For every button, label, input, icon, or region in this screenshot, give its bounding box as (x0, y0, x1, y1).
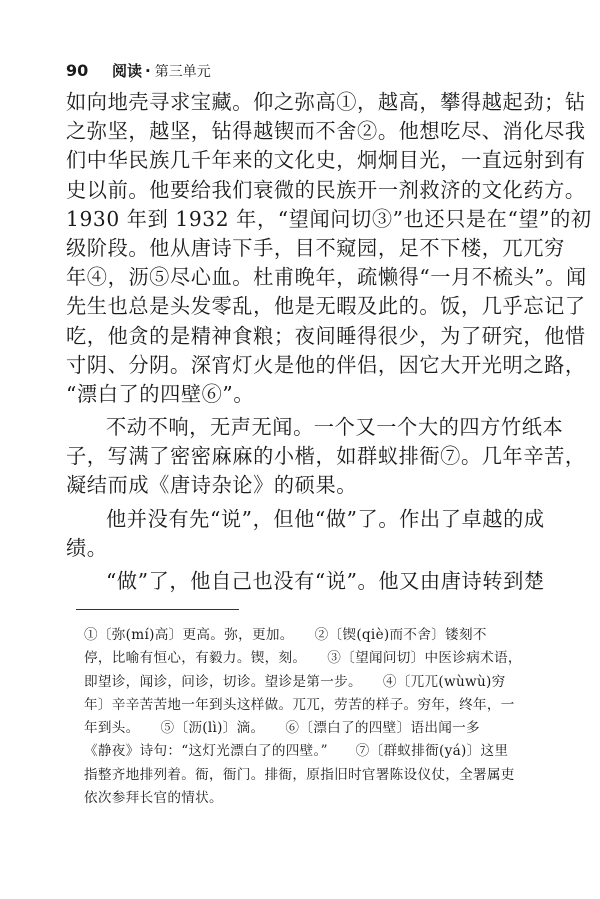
text-line: 级阶段。他从唐诗下手，目不窥园，足不下楼，兀兀穷 (66, 235, 565, 260)
header-separator: · (145, 62, 151, 80)
page-number: 90 (66, 61, 89, 80)
footnotes (84, 624, 544, 810)
unit-title: 第三单元 (154, 64, 211, 80)
text-line: 之弥坚，越坚，钻得越锲而不舍②。他想吃尽、消化尽我 (66, 119, 586, 144)
text-line: 子，写满了密密麻麻的小楷，如群蚁排衙⑦。几年辛苦， (66, 444, 586, 469)
main-text (66, 88, 592, 596)
text-line: 绩。 (66, 535, 108, 560)
footnote-line: 停，比喻有恒心，有毅力。锲，刻。 ③〔望闻问切〕中医诊病术语， (84, 650, 522, 667)
footnote-line: ①〔弥(mí)高〕更高。弥，更加。 ②〔锲(qiè)而不舍〕镂刻不 (84, 627, 487, 643)
running-header (66, 60, 211, 82)
paragraph-start-line: 他并没有先“说”，但他“做”了。作出了卓越的成 (106, 506, 545, 531)
footnote-line: 即望诊，闻诊，问诊，切诊。望诊是第一步。 ④〔兀兀(wùwù)穷 (84, 673, 506, 690)
footnote-divider (76, 609, 239, 610)
footnote-line: 《静夜》诗句：“这灯光漂白了的四壁。” ⑦〔群蚁排衙(yá)〕这里 (84, 743, 509, 760)
text-line: 1930 年到 1932 年，“望闻问切③”也还只是在“望”的初 (66, 206, 592, 231)
footnote-line: 年到头。 ⑤〔沥(lì)〕滴。 ⑥〔漂白了的四壁〕语出闻一多 (84, 720, 480, 737)
footnote-line: 依次参拜长官的情状。 (84, 790, 223, 807)
footnote-line: 指整齐地排列着。衙，衙门。排衙，原指旧时官署陈设仪仗，全署属吏 (84, 766, 515, 783)
text-line: “漂白了的四壁⑥”。 (66, 381, 255, 406)
paragraph-start-line: 不动不响，无声无闻。一个又一个大的四方竹纸本 (106, 415, 564, 440)
text-line: 寸阴、分阴。深宵灯火是他的伴侣，因它大开光明之路， (66, 352, 586, 377)
text-line: 先生也总是头发零乱，他是无暇及此的。饭，几乎忘记了 (66, 294, 586, 319)
text-line: 如向地壳寻求宝藏。仰之弥高①，越高，攀得越起劲；钻 (66, 90, 586, 114)
section-title: 阅读 (112, 62, 143, 80)
paragraph-start-line: “做”了，他自己也没有“说”。他又由唐诗转到楚 (106, 569, 545, 593)
text-line: 们中华民族几千年来的文化史，炯炯目光，一直远射到有 (66, 148, 586, 173)
text-line: 史以前。他要给我们衰微的民族开一剂救济的文化药方。 (66, 177, 586, 202)
text-line: 年④，沥⑤尽心血。杜甫晚年，疏懒得“一月不梳头”。闻 (66, 265, 587, 290)
text-line: 吃，他贪的是精神食粮；夜间睡得很少，为了研究，他惜 (66, 323, 586, 348)
footnote-line: 年〕辛辛苦苦地一年到头这样做。兀兀，劳苦的样子。穷年，终年，一 (84, 696, 515, 713)
text-line: 凝结而成《唐诗杂论》的硕果。 (66, 473, 358, 498)
